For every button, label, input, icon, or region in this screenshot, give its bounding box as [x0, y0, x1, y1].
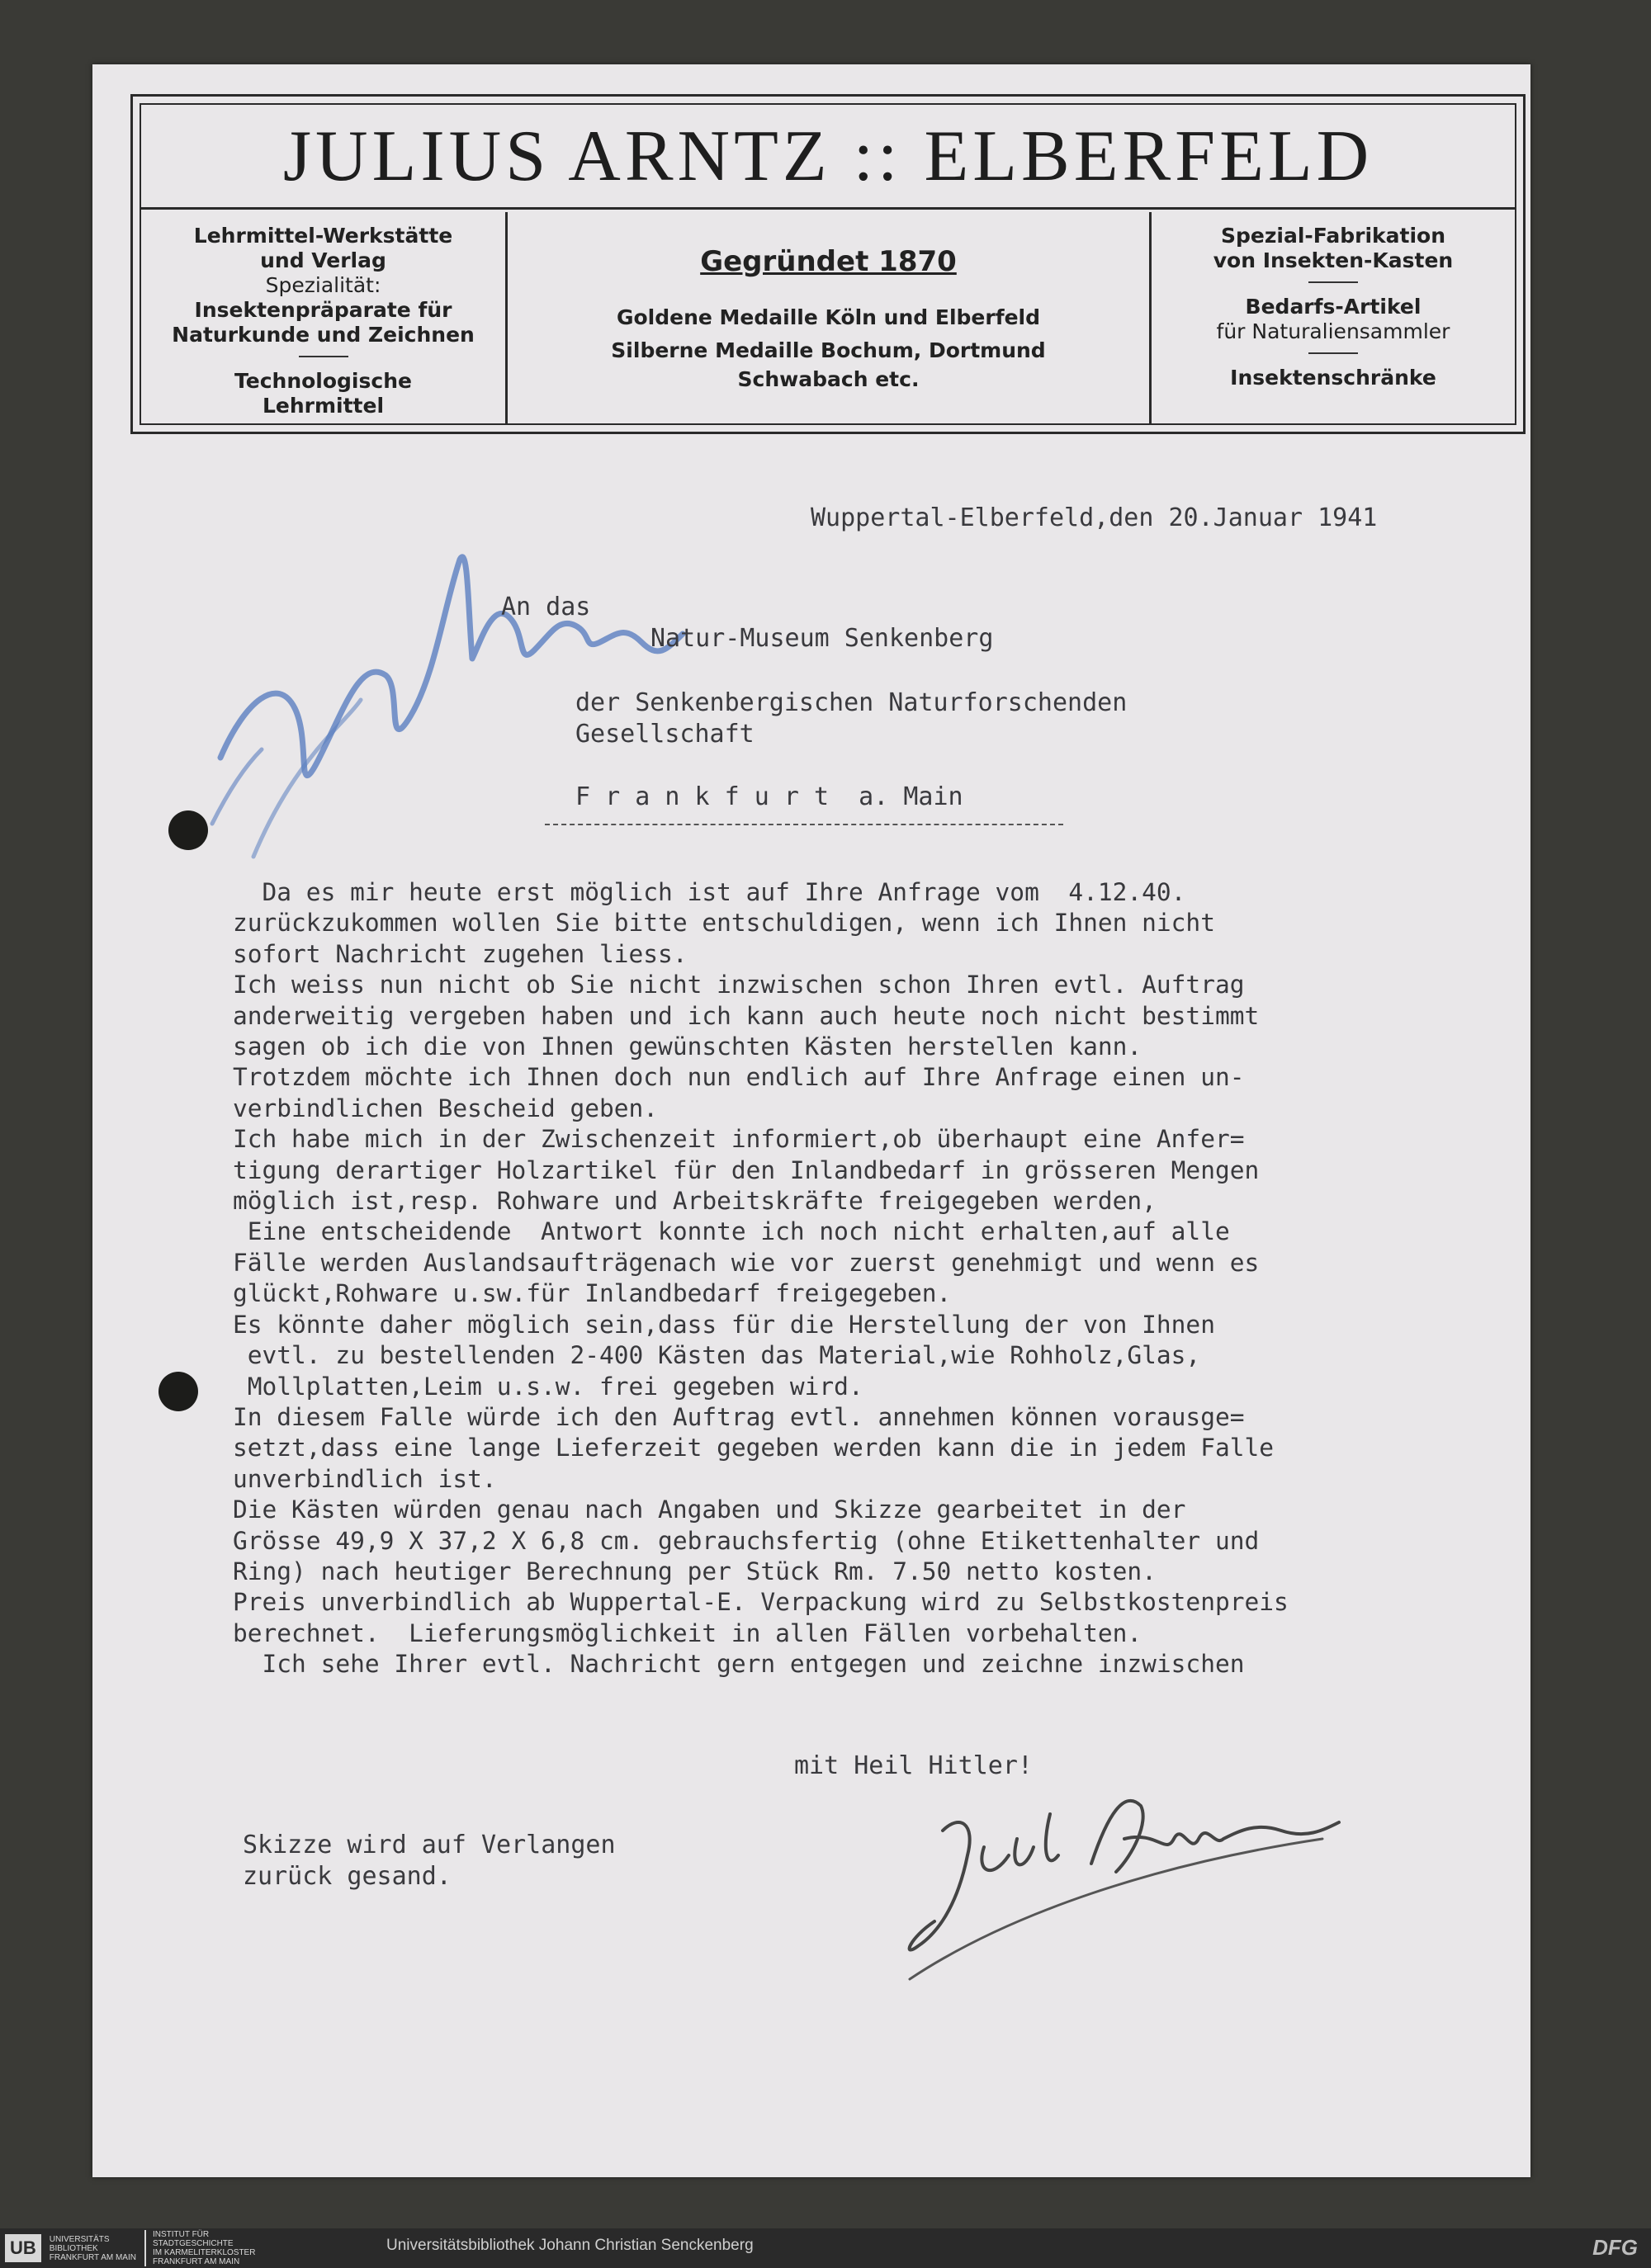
address-salutation: An das: [501, 593, 591, 621]
body-line: setzt,dass eine lange Lieferzeit gegeben werden kann die in jedem Falle: [233, 1434, 1274, 1462]
body-line: Ich weiss nun nicht ob Sie nicht inzwischen schon Ihren evtl. Auftrag: [233, 971, 1245, 999]
body-line: Es könnte daher möglich sein,dass für die Herstellung der von Ihnen: [233, 1310, 1215, 1339]
left-line-6: Technologische: [234, 369, 412, 393]
left-line-2: und Verlag: [260, 248, 386, 272]
letterhead: [130, 94, 1526, 434]
address-city: F r a n k f u r t a. Main: [575, 782, 963, 811]
punch-hole-bottom: [158, 1372, 198, 1411]
right-dash-1: [1308, 281, 1358, 283]
body-line: Da es mir heute erst möglich ist auf Ihre Anfrage vom 4.12.40.: [233, 878, 1186, 906]
ub-logo-text-2: BIBLIOTHEK: [49, 2243, 98, 2253]
note-line-1: Skizze wird auf Verlangen: [243, 1831, 616, 1859]
body-line: Die Kästen würden genau nach Angaben und Skizze gearbeitet in der: [233, 1495, 1186, 1524]
body-line: zurückzukommen wollen Sie bitte entschuldigen, wenn ich Ihnen nicht: [233, 909, 1215, 938]
isg-logo-text-2: STADTGESCHICHTE: [152, 2239, 234, 2248]
medal-line-2: Silberne Medaille Bochum, Dortmund: [611, 338, 1046, 362]
address-line-2: der Senkenbergischen Naturforschenden: [575, 688, 1128, 717]
ub-logo-text-3: FRANKFURT AM MAIN: [49, 2252, 136, 2262]
right-line-3: Bedarfs-Artikel: [1245, 295, 1422, 319]
body-line: unverbindlich ist.: [233, 1464, 497, 1493]
note-line-2: zurück gesand.: [243, 1862, 452, 1891]
ub-logo-text: [50, 2235, 136, 2262]
letterhead-frame: [140, 103, 1516, 425]
dfg-logo: DFG: [1592, 2235, 1638, 2260]
left-line-3: Spezialität:: [265, 273, 381, 297]
right-line-2: von Insekten-Kasten: [1213, 248, 1454, 272]
body-line: In diesem Falle würde ich den Auftrag evtl. annehmen können vorausge=: [233, 1402, 1245, 1431]
letterhead-right-column: [1152, 212, 1515, 423]
body-line: Ich sehe Ihrer evtl. Nachricht gern entgegen und zeichne inzwischen: [233, 1650, 1245, 1679]
footer-caption: Universitätsbibliothek Johann Christian Senckenberg: [386, 2237, 754, 2254]
body-line: verbindlichen Bescheid geben.: [233, 1094, 659, 1122]
letter-sheet: [92, 64, 1530, 2177]
left-line-7: Lehrmittel: [262, 394, 385, 418]
letterhead-divider: [141, 207, 1515, 210]
body-line: berechnet. Lieferungsmöglichkeit in allen Fällen vorbehalten.: [233, 1618, 1142, 1647]
body-line: sagen ob ich die von Ihnen gewünschten Kästen herstellen kann.: [233, 1032, 1142, 1061]
right-line-4: für Naturaliensammler: [1216, 319, 1450, 343]
body-line: Ich habe mich in der Zwischenzeit informiert,ob überhaupt eine Anfer=: [233, 1125, 1245, 1154]
body-line: evtl. zu bestellenden 2-400 Kästen das Material,wie Rohholz,Glas,: [233, 1341, 1201, 1370]
address-line-3: Gesellschaft: [575, 720, 755, 749]
letterhead-left-column: [141, 212, 508, 423]
right-line-5: Insektenschränke: [1230, 366, 1436, 390]
archive-footer: [0, 2228, 1651, 2268]
handwritten-signature: [893, 1781, 1355, 1996]
isg-logo-text-4: FRANKFURT AM MAIN: [152, 2257, 240, 2266]
ub-logo: UB: [5, 2234, 41, 2262]
letter-body: [233, 877, 1521, 1680]
left-dash: [299, 356, 348, 357]
left-line-5: Naturkunde und Zeichnen: [172, 323, 475, 347]
body-line: Grösse 49,9 X 37,2 X 6,8 cm. gebrauchsfertig (ohne Etikettenhalter und: [233, 1526, 1260, 1555]
body-line: glückt,Rohware u.sw.für Inlandbedarf freigegeben.: [233, 1279, 952, 1308]
address-underline: [545, 824, 1063, 825]
body-line: tigung derartiger Holzartikel für den Inlandbedarf in grösseren Mengen: [233, 1155, 1260, 1184]
left-line-4: Insektenpräparate für: [194, 298, 452, 322]
medal-line-1: Goldene Medaille Köln und Elberfeld: [616, 305, 1041, 329]
body-line: anderweitig vergeben haben und ich kann auch heute noch nicht bestimmt: [233, 1001, 1260, 1030]
footer-logos: [5, 2230, 256, 2266]
closing-line: mit Heil Hitler!: [794, 1751, 1033, 1780]
isg-logo-text-3: IM KARMELITERKLOSTER: [152, 2248, 256, 2257]
body-line: Trotzdem möchte ich Ihnen doch nun endlich auf Ihre Anfrage einen un-: [233, 1063, 1245, 1092]
address-line-1: Natur-Museum Senkenberg: [650, 624, 994, 653]
isg-logo-text: [144, 2230, 255, 2266]
company-name: JULIUS ARNTZ :: ELBERFELD: [282, 116, 1374, 196]
ub-logo-text-1: UNIVERSITÄTS: [49, 2234, 110, 2244]
right-line-1: Spezial-Fabrikation: [1220, 224, 1446, 248]
body-line: sofort Nachricht zugehen liess.: [233, 939, 688, 968]
body-line: Ring) nach heutiger Berechnung per Stück Rm. 7.50 netto kosten.: [233, 1557, 1157, 1585]
medal-line-3: Schwabach etc.: [737, 367, 920, 391]
body-line: Preis unverbindlich ab Wuppertal-E. Verpackung wird zu Selbstkostenpreis: [233, 1588, 1289, 1617]
body-line: Mollplatten,Leim u.s.w. frei gegeben wird.: [233, 1372, 863, 1401]
body-line: möglich ist,resp. Rohware und Arbeitskräfte freigegeben werden,: [233, 1187, 1157, 1216]
letter-date: Wuppertal-Elberfeld,den 20.Januar 1941: [811, 503, 1378, 532]
letterhead-middle-column: [508, 212, 1152, 423]
isg-logo-text-1: INSTITUT FÜR: [152, 2230, 210, 2239]
right-dash-2: [1308, 352, 1358, 354]
body-line: Eine entscheidende Antwort konnte ich noch nicht erhalten,auf alle: [233, 1217, 1230, 1246]
founded-label: Gegründet 1870: [700, 245, 957, 278]
left-line-1: Lehrmittel-Werkstätte: [193, 224, 453, 248]
body-line: Fälle werden Auslandsaufträgenach wie vor zuerst genehmigt und wenn es: [233, 1248, 1260, 1277]
